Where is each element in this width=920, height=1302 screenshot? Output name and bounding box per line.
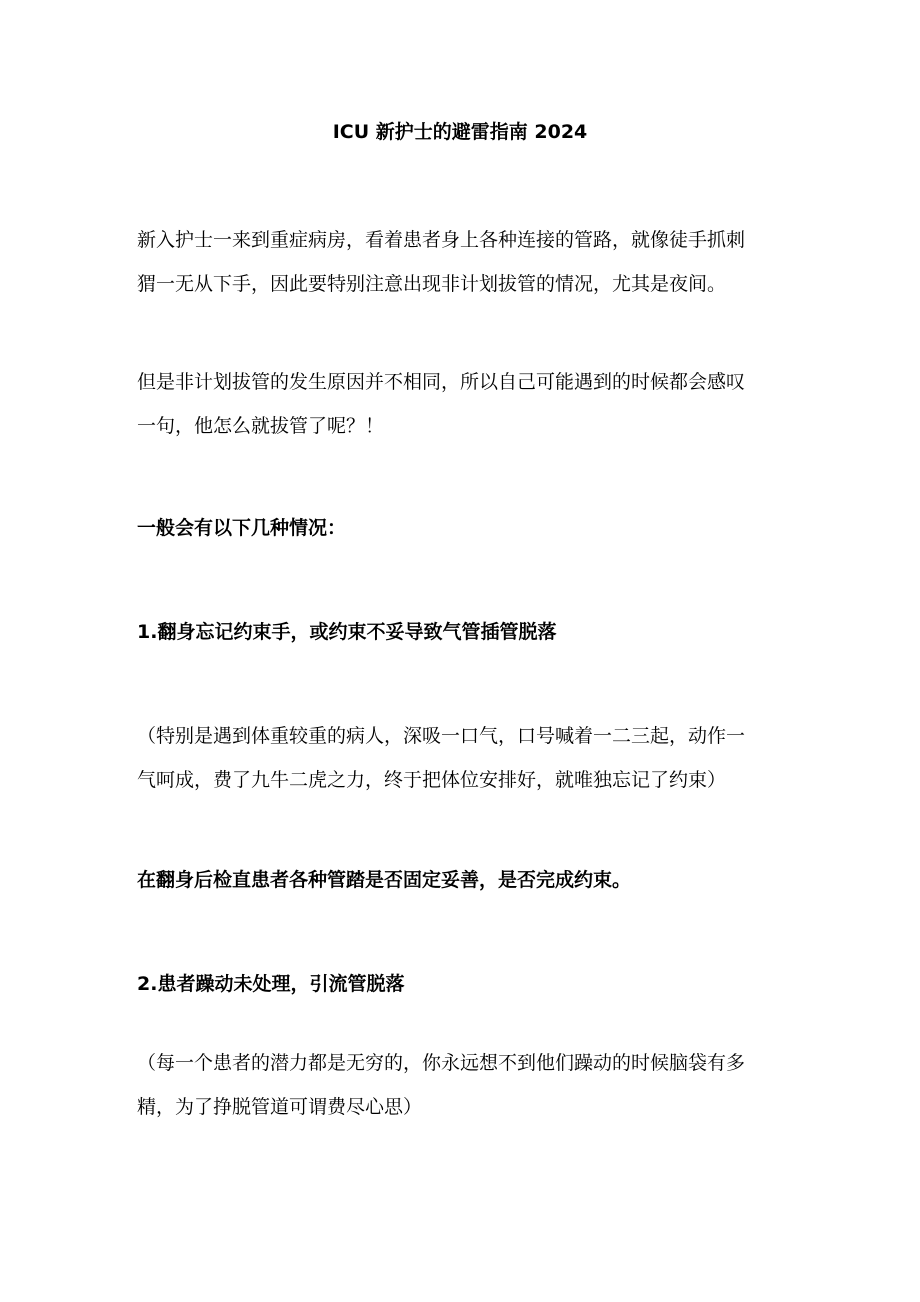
intro-paragraph (137, 218, 787, 306)
document-title: ICU 新护士的避雷指南 2024 (332, 121, 588, 143)
case1-advice (137, 858, 787, 902)
intro-line-1: 新入护士一来到重症病房，看着患者身上各种连接的管路，就像徒手抓刺 (137, 229, 746, 251)
case1-note-line-2: 气呵成，费了九牛二虎之力，终于把体位安排好，就唯独忘记了约束） (137, 769, 727, 791)
reason-line-1: 但是非计划拔管的发生原因并不相同，所以自己可能遇到的时候都会感叹 (137, 371, 746, 393)
case2-note-line-1: （每一个患者的潜力都是无穷的，你永远想不到他们躁动的时候脑袋有多 (137, 1052, 746, 1074)
case2-heading (137, 962, 787, 1006)
case1-heading (137, 610, 787, 654)
reason-line-2: 一句，他怎么就拔管了呢？！ (137, 415, 385, 437)
case2-note-line-2: 精，为了挣脱管道可谓费尽心思） (137, 1096, 423, 1118)
reason-paragraph (137, 360, 787, 448)
intro-line-2: 猬一无从下手，因此要特别注意出现非计划拔管的情况，尤其是夜间。 (137, 273, 727, 295)
case2-note (137, 1041, 787, 1129)
case1-note-line-1: （特别是遇到体重较重的病人，深吸一口气，口号喊着一二三起，动作一 (137, 725, 746, 747)
case1-advice-text: 在翻身后检直患者各种管踏是否固定妥善，是否完成约束。 (137, 869, 632, 891)
cases-heading-text: 一般会有以下几种情况： (137, 517, 347, 539)
cases-heading (137, 506, 787, 550)
case1-heading-text: 1.翻身忘记约束手，或约束不妥导致气管插管脱落 (137, 621, 557, 643)
case1-note (137, 714, 787, 802)
case2-heading-text: 2.患者躁动未处理，引流管脱落 (137, 973, 405, 995)
